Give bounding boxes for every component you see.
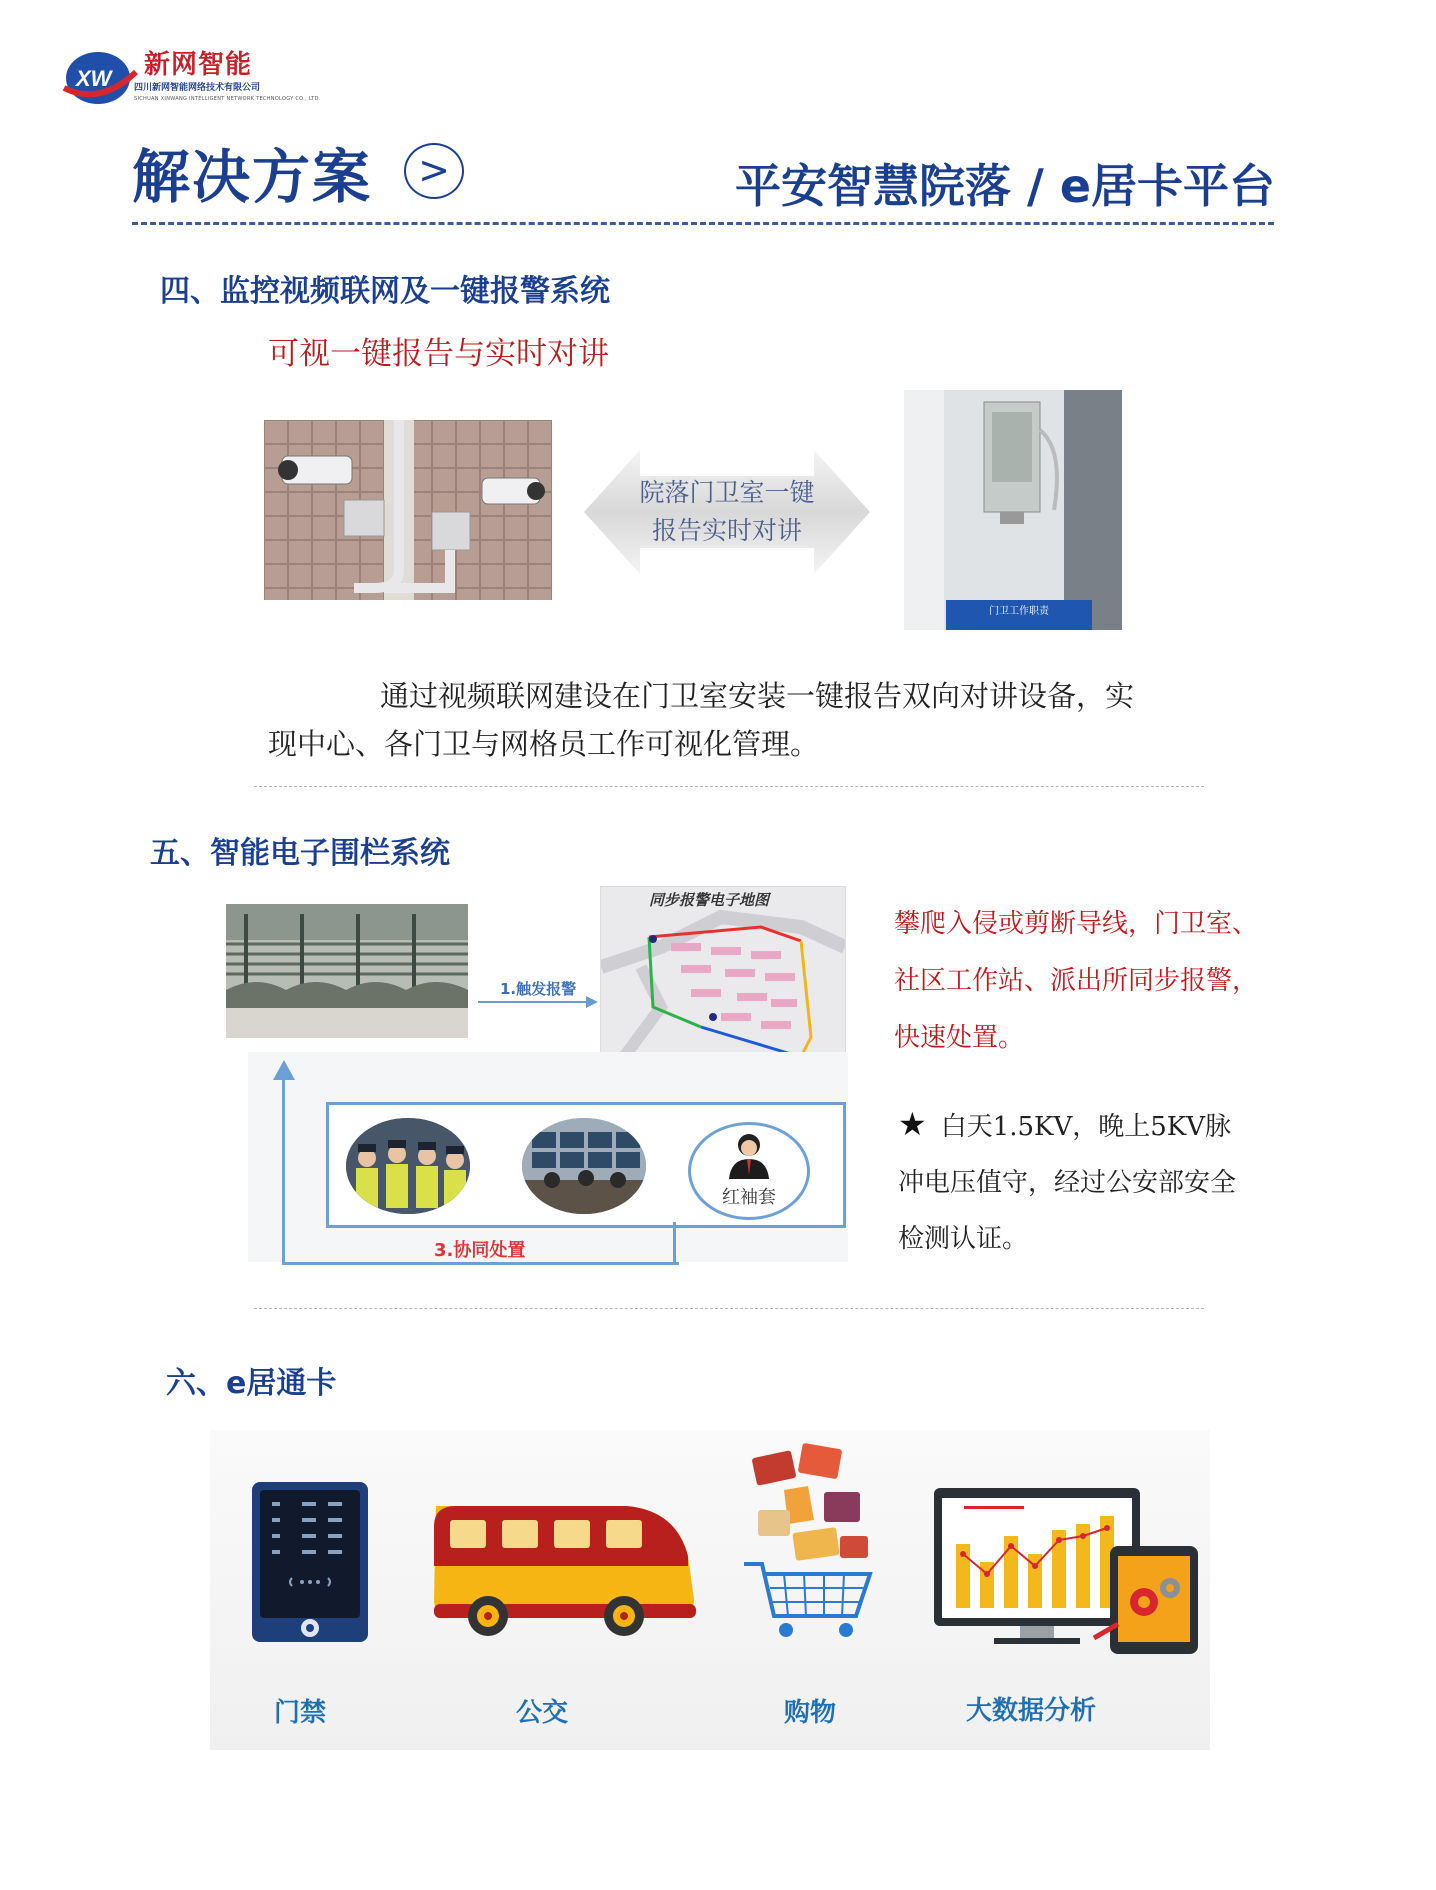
ecard-label-access: 门禁 [274,1698,327,1728]
title-arrow-circle [404,143,464,199]
red-text-line1: 攀爬入侵或剪断导线，门卫室、 [894,909,1259,939]
big-data-icon [934,1488,1204,1658]
step1-arrow-icon [478,996,598,1008]
section6-title: 六、e居通卡 [166,1366,337,1401]
black-text-line3: 检测认证。 [898,1224,1029,1254]
arrow-text [600,474,854,550]
ecard-label-shopping: 购物 [784,1698,837,1728]
access-control-icon [252,1482,368,1642]
intercom-photo [904,390,1122,630]
header-divider [132,222,1274,225]
logo-mark-icon [60,44,140,110]
red-text-line2: 社区工作站、派出所同步报警， [894,966,1259,996]
chevron-right-icon: > [418,148,450,192]
police-photo [346,1118,470,1214]
bus-icon [426,1496,696,1636]
section5-black-text [898,1096,1318,1267]
page-title: 解决方案 [132,143,373,211]
section4-para-line1: 通过视频联网建设在门卫室安装一键报告双向对讲设备，实 [380,679,1135,713]
ecard-label-bigdata: 大数据分析 [966,1696,1097,1726]
ecard-label-bus: 公交 [516,1698,569,1728]
brand-name: 新网智能 [144,50,253,80]
camera-photo [264,420,552,600]
alarm-map [600,886,846,1062]
alarm-map-title: 同步报警电子地图 [649,891,770,909]
armband-label: 红袖套 [722,1187,776,1208]
step3-label: 3.协同处置 [434,1240,526,1261]
company-logo [60,44,321,114]
section4-title: 四、监控视频联网及一键报警系统 [160,274,610,309]
svg-text:XW: XW [76,66,112,91]
section5-red-text [894,896,1314,1067]
step1-label: 1.触发报警 [500,980,577,998]
red-text-line3: 快速处置。 [894,1023,1025,1053]
shopping-cart-icon [744,1440,884,1640]
section5-divider [254,1308,1204,1309]
loop-arrow-up-icon [273,1060,295,1080]
person-icon [727,1131,771,1179]
armband-badge [688,1122,810,1220]
fence-photo [226,904,468,1038]
section4-divider [254,786,1204,787]
ecard-panel [210,1430,1210,1750]
black-text-line1: 白天1.5KV，晚上5KV脉 [940,1112,1231,1142]
brand-subtitle: 四川新网智能网络技术有限公司 [134,83,261,93]
arrow-text-line1: 院落门卫室一键 [639,478,815,507]
loop-down-line [673,1222,676,1262]
arrow-text-line2: 报告实时对讲 [651,516,802,545]
black-text-line2: 冲电压值守，经过公安部安全 [898,1168,1237,1198]
section5-title: 五、智能电子围栏系统 [150,836,450,871]
section4-paragraph [268,672,1228,768]
page-subtitle: 平安智慧院落 / e居卡平台 [735,159,1276,213]
control-center-photo [522,1118,646,1214]
section4-subtitle: 可视一键报告与实时对讲 [268,336,609,372]
svg-text:门卫工作职责: 门卫工作职责 [989,606,1049,617]
section4-para-line2: 现中心、各门卫与网格员工作可视化管理。 [268,727,820,761]
brand-english: SICHUAN XINWANG INTELLIGENT NETWORK TECHNOLOGY CO., LTD. [134,96,321,102]
star-icon: ★ [898,1105,927,1143]
